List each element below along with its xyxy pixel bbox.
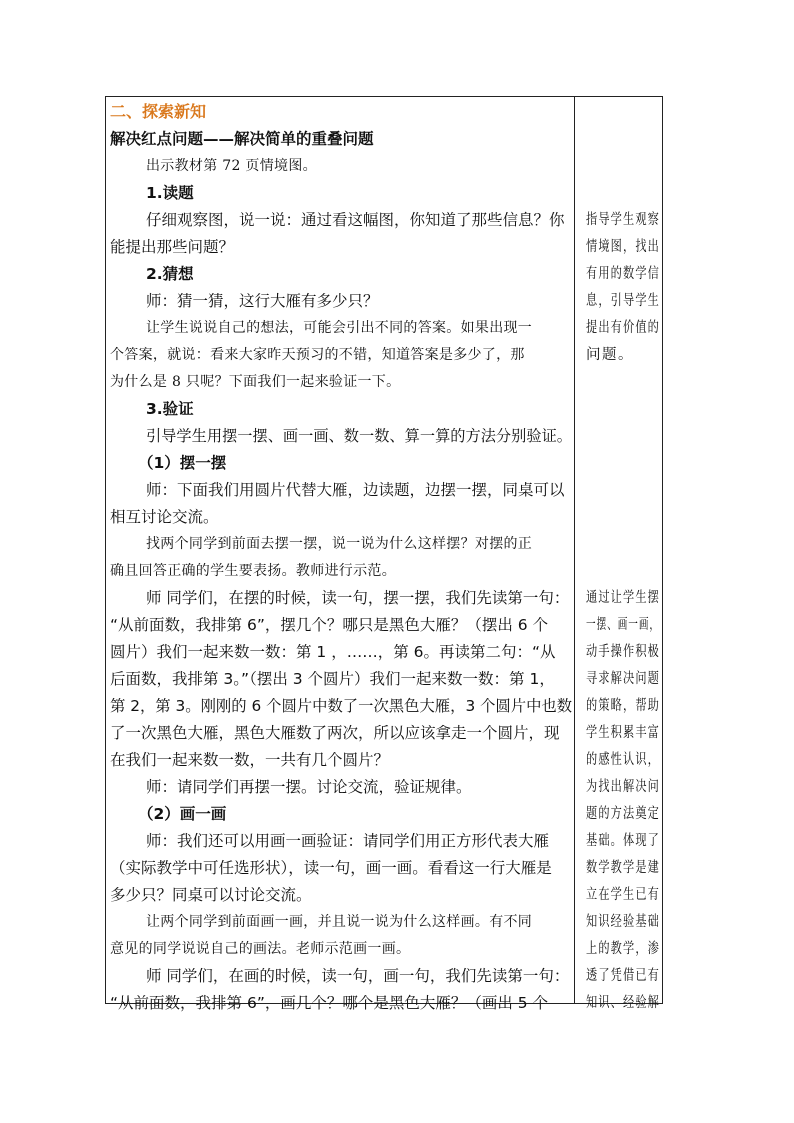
note-line: 有用的数学信	[586, 266, 660, 282]
note-line: 一摆、画一画，	[586, 617, 660, 633]
note-line: 基础。体现了	[586, 833, 660, 849]
sub-heading-draw: （2）画一画	[138, 805, 227, 823]
paragraph-line: 出示教材第 72 页情境图。	[146, 158, 317, 174]
paragraph-line: 师：我们还可以用画一画验证：请同学们用正方形代表大雁	[146, 832, 550, 850]
paragraph-line: 多少只？同桌可以讨论交流。	[110, 886, 312, 904]
note-line: 为找出解决问	[586, 779, 660, 795]
paragraph-line: 第 2，第 3。刚刚的 6 个圆片中数了一次黑色大雁，3 个圆片中也数	[110, 697, 573, 715]
note-line: 的策略，帮助	[586, 698, 660, 714]
paragraph-line: 师 同学们，在画的时候，读一句，画一句，我们先读第一句：	[146, 967, 570, 985]
paragraph-line: 圆片）我们一起来数一数：第 1 ，……，第 6。再读第二句：“从	[110, 643, 556, 661]
paragraph-line: 为什么是 8 只呢？下面我们一起来验证一下。	[110, 374, 401, 390]
sub-heading-place: （1）摆一摆	[138, 454, 227, 472]
note-line: 提出有价值的	[586, 320, 660, 336]
paragraph-line: 能提出那些问题？	[110, 238, 235, 256]
note-line: 情境图，找出	[586, 239, 660, 255]
step-heading-read: 1.读题	[146, 184, 194, 202]
note-line: 知识经验基础	[586, 914, 660, 930]
paragraph-line: 仔细观察图，说一说：通过看这幅图，你知道了那些信息？你	[146, 211, 565, 229]
note-line: 立在学生已有	[586, 887, 660, 903]
paragraph-line: 意见的同学说说自己的画法。老师示范画一画。	[110, 941, 411, 957]
note-line: 通过让学生摆	[586, 590, 660, 606]
paragraph-line: （实际教学中可任选形状），读一句，画一画。看看这一行大雁是	[110, 859, 552, 877]
paragraph-line: 确且回答正确的学生要表扬。教师进行示范。	[110, 563, 396, 579]
column-divider	[574, 96, 575, 1004]
note-line: 数学教学是建	[586, 860, 660, 876]
note-line: 指导学生观察	[586, 212, 660, 228]
step-heading-guess: 2.猜想	[146, 265, 194, 283]
step-heading-verify: 3.验证	[146, 400, 194, 418]
paragraph-line: 让两个同学到前面画一画，并且说一说为什么这样画。有不同	[146, 914, 533, 930]
paragraph-line: “从前面数，我排第 6”，摆几个？哪只是黑色大雁？（摆出 6 个	[110, 616, 549, 634]
note-line: 寻求解决问题	[586, 671, 660, 687]
note-line: 问题。	[586, 347, 634, 363]
note-line: 动手操作积极	[586, 644, 660, 660]
paragraph-line: 师 同学们，在摆的时候，读一句，摆一摆，我们先读第一句：	[146, 589, 570, 607]
paragraph-line: 了一次黑色大雁，黑色大雁数了两次，所以应该拿走一个圆片，现	[110, 724, 560, 742]
note-line: 知识、经验解	[586, 995, 660, 1011]
note-line: 学生积累丰富	[586, 725, 660, 741]
paragraph-line: 找两个同学到前面去摆一摆，说一说为什么这样摆？对摆的正	[146, 536, 533, 552]
paragraph-line: 在我们一起来数一数，一共有几个圆片？	[110, 751, 390, 769]
paragraph-line: 相互讨论交流。	[110, 508, 219, 526]
paragraph-line: 师：下面我们用圆片代替大雁，边读题，边摆一摆，同桌可以	[146, 481, 565, 499]
paragraph-line: 师：请同学们再摆一摆。讨论交流，验证规律。	[146, 778, 472, 796]
paragraph-line: 后面数，我排第 3。”（摆出 3 个圆片）我们一起来数一数：第 1，	[110, 670, 555, 688]
note-line: 息，引导学生	[586, 293, 660, 309]
paragraph-line: 让学生说说自己的想法，可能会引出不同的答案。如果出现一	[146, 320, 533, 336]
paragraph-line: “从前面数，我排第 6”，画几个？哪个是黑色大雁？（画出 5 个	[110, 994, 549, 1012]
note-line: 的感性认识，	[586, 752, 660, 768]
paragraph-line: 个答案，就说：看来大家昨天预习的不错，知道答案是多少了，那	[110, 347, 525, 363]
section-title: 二、探索新知	[110, 102, 207, 121]
paragraph-line: 引导学生用摆一摆、画一画、数一数、算一算的方法分别验证。	[146, 427, 573, 445]
note-line: 透了凭借已有	[586, 968, 660, 984]
paragraph-line: 师：猜一猜，这行大雁有多少只？	[146, 292, 379, 310]
note-line: 题的方法奠定	[586, 806, 660, 822]
note-line: 上的教学，渗	[586, 941, 660, 957]
lesson-subtitle: 解决红点问题——解决简单的重叠问题	[110, 130, 374, 148]
